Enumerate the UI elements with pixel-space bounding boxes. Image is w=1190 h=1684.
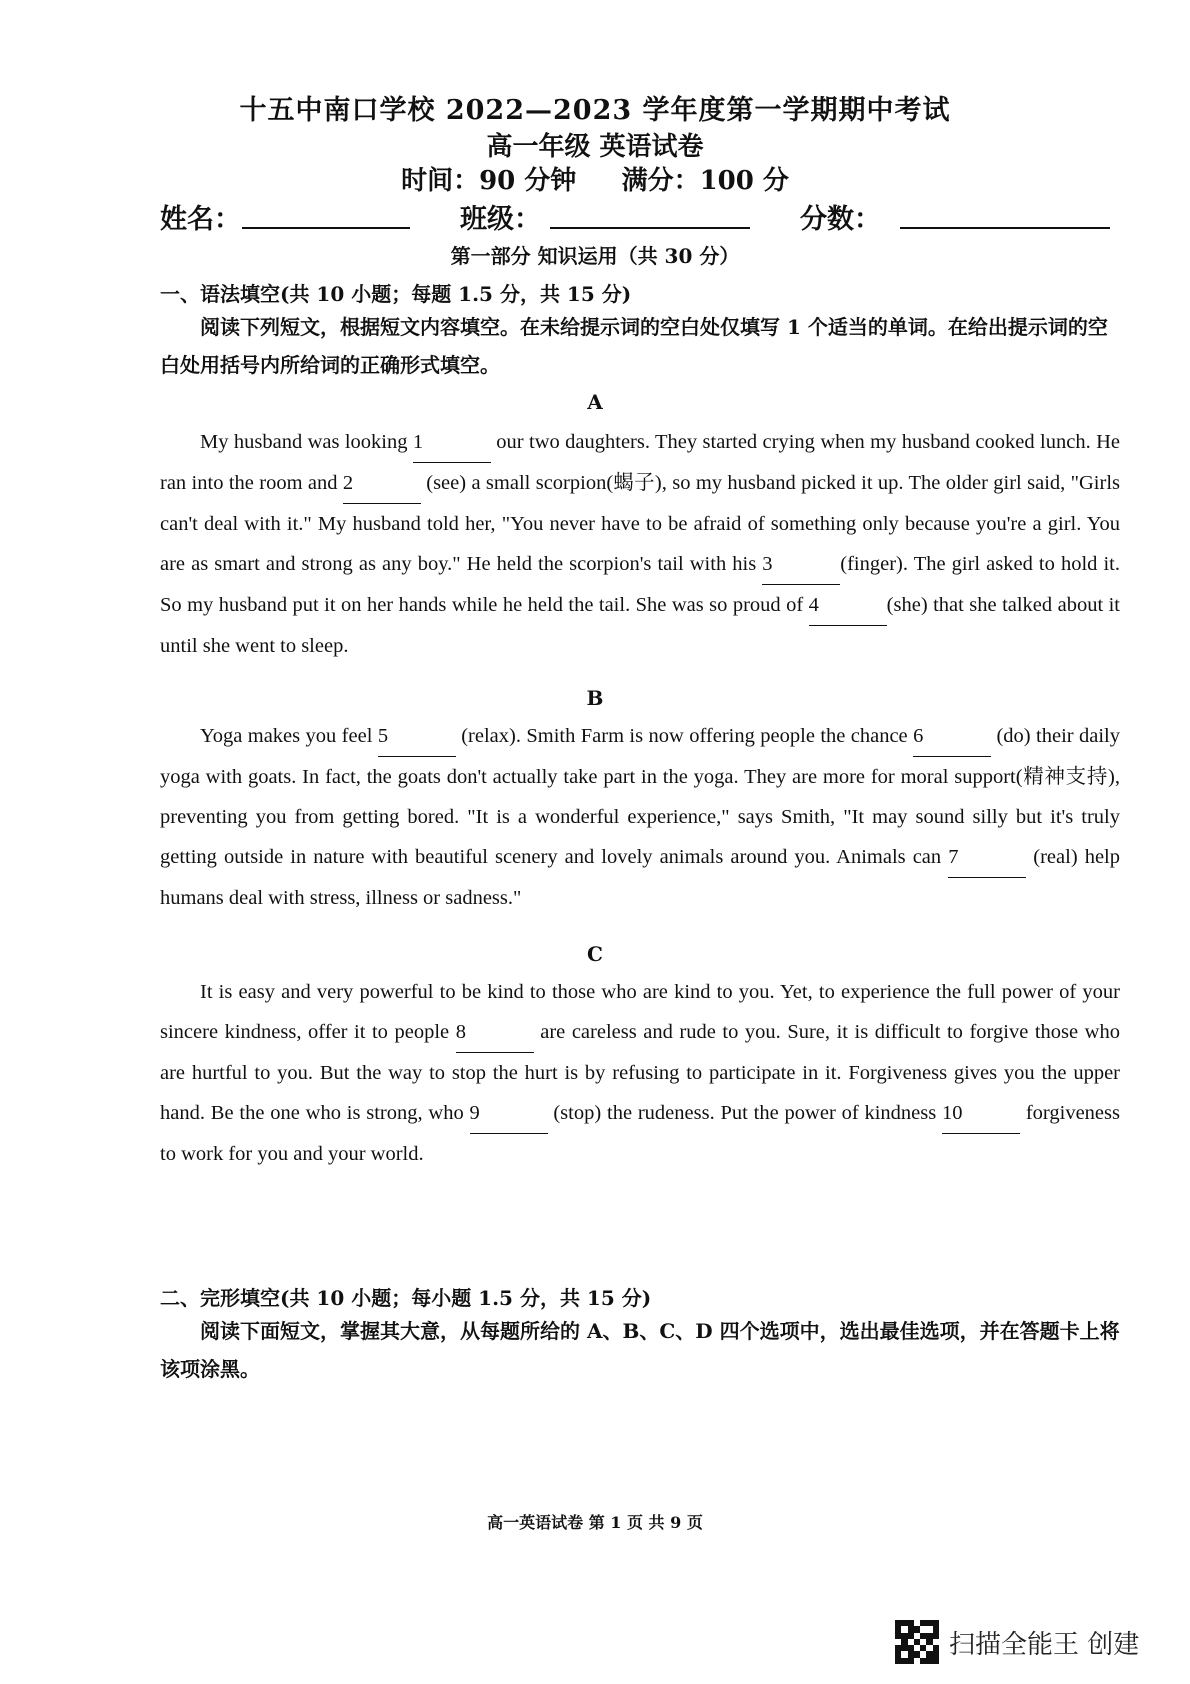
score-field[interactable] — [900, 227, 1110, 229]
passage-text: (see) a small scorpion(蝎子), so my husband picked it up. The older girl said, "Girls can't deal with it." My husband told her, "You never have to be afraid of something only because you're a girl. You are as smart and strong as any boy." He held the scorpion's tail with his — [160, 472, 1121, 575]
passage-b — [160, 716, 1120, 918]
name-label: 姓名： — [160, 204, 241, 235]
exam-subtitle: 高一年级 英语试卷 — [486, 132, 704, 162]
passage-text: forgiveness to work for you and your world. — [160, 1102, 1120, 1165]
passage-text: our two daughters. They started crying when my husband cooked lunch. He ran into the room and — [160, 431, 1120, 494]
passage-text: Yoga makes you feel — [200, 725, 378, 747]
passage-text: (stop) the rudeness. Put the power of kindness — [547, 1102, 943, 1124]
page-footer: 高一英语试卷 第 1 页 共 9 页 — [487, 1513, 703, 1532]
passage-c — [160, 972, 1120, 1174]
passage-c-letter: C — [587, 942, 603, 966]
blank-8[interactable]: 8 — [456, 1012, 534, 1053]
passage-text: (do) their daily yoga with goats. In fact, the goats don't actually take part in the yoga. They are more for moral support(精神支持), preventing you from getting bored. "It is a wonderful experience," says Smith, "It may sound silly but it's truly getting outside in nature with beautiful scenery and lovely animals around you. Animals can — [160, 725, 1120, 868]
section2-instruction: 阅读下面短文，掌握其大意，从每题所给的 A、B、C、D 四个选项中，选出最佳选项，并在答题卡上将该项涂黑。 — [160, 1319, 1120, 1381]
blank-6[interactable]: 6 — [913, 716, 991, 757]
passage-b-letter: B — [586, 686, 604, 710]
blank-1[interactable]: 1 — [413, 422, 491, 463]
passage-text: (relax). Smith Farm is now offering people the chance — [455, 725, 914, 747]
class-label: 班级： — [460, 204, 541, 235]
section2-heading: 二、完形填空(共 10 小题；每小题 1.5 分，共 15 分) — [160, 1286, 652, 1310]
scanner-watermark-text: 扫描全能王 创建 — [949, 1629, 1140, 1660]
blank-3[interactable]: 3 — [762, 544, 840, 585]
section1-heading: 一、语法填空(共 10 小题；每题 1.5 分，共 15 分) — [160, 282, 632, 306]
qr-code-icon — [895, 1620, 939, 1664]
passage-text: My husband was looking — [200, 431, 413, 453]
exam-time-score: 时间：90 分钟 满分：100 分 — [401, 166, 789, 196]
blank-2[interactable]: 2 — [343, 463, 421, 504]
blank-9[interactable]: 9 — [470, 1093, 548, 1134]
blank-5[interactable]: 5 — [378, 716, 456, 757]
passage-text: (finger). The girl asked to hold it. So my husband put it on her hands while he held the tail. She was so proud of — [160, 553, 1120, 616]
section1-instruction: 阅读下列短文，根据短文内容填空。在未给提示词的空白处仅填写 1 个适当的单词。在给出提示词的空白处用括号内所给词的正确形式填空。 — [160, 315, 1108, 377]
passage-text: It is easy and very powerful to be kind to those who are kind to you. Yet, to experience the full power of your sincere kindness, offer it to people — [160, 981, 1120, 1043]
passage-text: are careless and rude to you. Sure, it is difficult to forgive those who are hurtful to you. But the way to stop the hurt is by refusing to participate in it. Forgiveness gives you the upper hand. Be the one who is strong, who — [160, 1021, 1120, 1124]
passage-a-letter: A — [587, 390, 603, 414]
passage-text: (she) that she talked about it until she went to sleep. — [160, 594, 1120, 657]
part1-title: 第一部分 知识运用（共 30 分） — [450, 244, 740, 268]
passage-a — [160, 422, 1120, 666]
class-field[interactable] — [550, 227, 750, 229]
exam-title: 十五中南口学校 2022—2023 学年度第一学期期中考试 — [239, 95, 951, 126]
name-field[interactable] — [242, 227, 410, 229]
scanner-watermark — [895, 1620, 1139, 1664]
blank-4[interactable]: 4 — [809, 585, 887, 626]
score-label: 分数： — [800, 204, 881, 235]
blank-10[interactable]: 10 — [942, 1093, 1020, 1134]
blank-7[interactable]: 7 — [948, 837, 1026, 878]
passage-text: (real) help humans deal with stress, illness or sadness." — [160, 846, 1120, 909]
